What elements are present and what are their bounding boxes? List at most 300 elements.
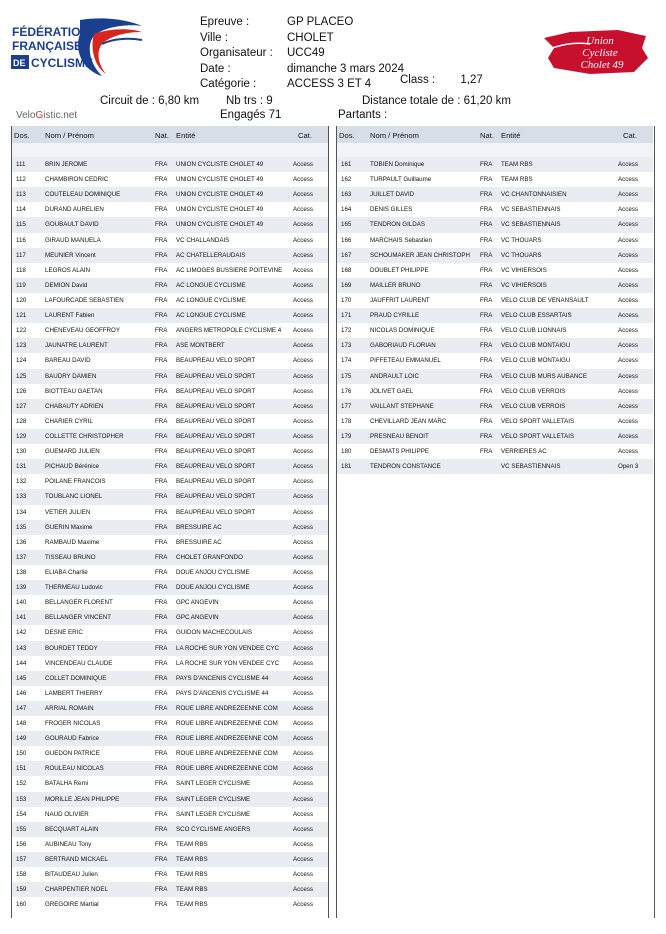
ffc-line1: FÉDÉRATION [12, 25, 90, 39]
cell-entite: SCO CYCLISME ANGERS [176, 825, 251, 833]
cell-entite: ROUE LIBRE ANDREZEENNE COM [176, 765, 278, 773]
cell-cat: Access [618, 176, 638, 184]
cell-nom: PRESNEAU BENOIT [370, 432, 429, 440]
table-row [12, 852, 328, 867]
cell-entite: AC LONGUE CYCLISME [176, 296, 246, 304]
table-row [12, 414, 328, 429]
cell-nat: FRA [480, 266, 493, 274]
cell-dos: 146 [16, 689, 27, 697]
info-ville [200, 31, 404, 47]
cell-dos: 138 [16, 568, 27, 576]
table-row [12, 580, 328, 595]
cell-nat: FRA [155, 856, 168, 864]
cell-nat: FRA [155, 508, 168, 516]
cell-entite: PAYS D'ANCENIS CYCLISME 44 [176, 674, 269, 682]
cell-entite: TEAM RBS [176, 871, 208, 879]
cell-nat: FRA [155, 251, 168, 259]
info-date [200, 62, 404, 78]
cell-nom: THERMEAU Ludovic [45, 584, 103, 592]
cell-dos: 126 [16, 387, 27, 395]
cell-nom: BIOTTEAU GAETAN [45, 387, 103, 395]
cell-entite: BEAUPREAU VELO SPORT [176, 402, 256, 410]
cell-cat: Access [293, 689, 313, 697]
cell-nat: FRA [155, 372, 168, 380]
cell-dos: 181 [341, 463, 352, 471]
cell-cat: Access [618, 191, 638, 199]
cell-nom: POILANE FRANCOIS [45, 478, 106, 486]
table-row [12, 399, 328, 414]
cell-dos: 168 [341, 266, 352, 274]
cell-nat: FRA [155, 206, 168, 214]
cell-nom: GOURAUD Fabrice [45, 735, 99, 743]
cell-entite: DOUE ANJOU CYCLISME [176, 584, 250, 592]
cell-nat: FRA [155, 463, 168, 471]
cell-cat: Access [293, 659, 313, 667]
cell-cat: Access [293, 825, 313, 833]
cell-dos: 140 [16, 599, 27, 607]
cell-entite: TEAM RBS [176, 856, 208, 864]
cell-dos: 134 [16, 508, 27, 516]
cell-dos: 167 [341, 251, 352, 259]
table-row [12, 217, 328, 232]
cell-entite: VC CHALLANDAIS [176, 236, 230, 244]
cell-cat: Access [293, 584, 313, 592]
table-row [12, 489, 328, 504]
cell-dos: 132 [16, 478, 27, 486]
cell-entite: ASE MONTBERT [176, 342, 225, 350]
info-categorie [200, 77, 404, 93]
cell-cat: Access [618, 296, 638, 304]
table-row [12, 474, 328, 489]
categorie-label: Catégorie : [200, 78, 257, 90]
cell-nom: CHAMBIRON CEDRIC [45, 176, 109, 184]
cell-nat: FRA [155, 840, 168, 848]
cell-nat: FRA [480, 176, 493, 184]
cell-dos: 112 [16, 176, 26, 184]
header-nom: Nom / Prénom [45, 131, 94, 140]
cell-nat: FRA [155, 493, 168, 501]
date-label: Date : [200, 62, 231, 75]
table-row [12, 671, 328, 686]
cell-nat: FRA [480, 448, 493, 456]
cell-cat: Access [293, 523, 313, 531]
cell-cat: Access [293, 206, 313, 214]
cell-dos: 154 [16, 810, 27, 818]
cell-nat: FRA [155, 720, 168, 728]
cell-cat: Access [293, 644, 313, 652]
cell-cat: Access [293, 161, 313, 168]
cell-nat: FRA [155, 704, 168, 712]
table-row [337, 414, 653, 429]
cell-nat: FRA [155, 221, 168, 229]
cell-dos: 151 [16, 765, 27, 773]
cell-entite: TEAM RBS [176, 840, 208, 848]
cell-nom: LAMBERT THIERRY [45, 689, 103, 697]
cell-nat: FRA [480, 357, 493, 365]
table-body-right [337, 157, 653, 474]
table-row [337, 399, 653, 414]
cell-entite: BRESSUIRE AC [176, 523, 222, 531]
cell-entite: AC LIMOGES BUSSIERE POITEVINE [176, 266, 283, 274]
cell-cat: Access [293, 750, 313, 758]
cell-cat: Access [618, 206, 638, 214]
cell-entite: GPC ANGEVIN [176, 614, 219, 622]
table-row [337, 444, 653, 459]
cell-dos: 131 [16, 463, 27, 471]
cell-nat: FRA [155, 810, 168, 818]
cell-cat: Access [293, 281, 313, 289]
cell-nat: FRA [480, 206, 493, 214]
cell-nom: MAILLER BRUNO [370, 281, 421, 289]
cell-dos: 176 [341, 387, 352, 395]
rider-table-left [12, 126, 328, 912]
cell-cat: Access [293, 508, 313, 516]
cell-cat: Access [293, 221, 313, 229]
class-info [400, 74, 483, 86]
epreuve-label: Epreuve : [200, 16, 250, 28]
cell-nat: FRA [155, 161, 168, 168]
table-row [337, 429, 653, 444]
table-row [12, 187, 328, 202]
table-row [337, 323, 653, 338]
cell-dos: 180 [341, 448, 352, 456]
cell-nat: FRA [155, 357, 168, 365]
cell-nom: MORILLE JEAN PHILIPPE [45, 795, 120, 803]
cell-entite: GUIDON MACHECOULAIS [176, 629, 252, 637]
cell-nom: JOLIVET GAEL [370, 387, 414, 395]
cell-dos: 153 [16, 795, 27, 803]
cell-nom: BELLANGER FLORENT [45, 599, 113, 607]
cell-entite: VC THOUARS [501, 236, 542, 244]
cell-nat: FRA [155, 568, 168, 576]
cell-nom: CHARIER CYRIL [45, 417, 93, 425]
cell-nom: TURPAULT Guillaume [370, 176, 432, 184]
velogistic-watermark [16, 110, 77, 121]
cell-nat: FRA [155, 538, 168, 546]
cell-dos: 117 [16, 251, 26, 259]
cell-entite: ANGERS METROPOLE CYCLISME 4 [176, 327, 282, 335]
cell-dos: 164 [341, 206, 352, 214]
cell-nom: BATALHA Remi [45, 780, 89, 788]
cell-cat: Access [293, 236, 313, 244]
cell-cat: Access [293, 478, 313, 486]
cell-entite: AC LONGUE CYCLISME [176, 281, 246, 289]
cell-nat: FRA [155, 553, 168, 561]
cell-dos: 141 [16, 614, 27, 622]
cell-nat: FRA [480, 251, 493, 259]
table-row [337, 459, 653, 474]
cell-nat: FRA [155, 871, 168, 879]
categorie-value: ACCESS 3 ET 4 [287, 78, 372, 90]
table-row [12, 263, 328, 278]
cell-cat: Access [293, 432, 313, 440]
cell-cat: Access [618, 402, 638, 410]
cell-nom: VETIER JULIEN [45, 508, 91, 516]
cell-entite: LA ROCHE SUR YON VENDEE CYC [176, 644, 280, 652]
cell-cat: Access [293, 493, 313, 501]
cell-cat: Access [293, 463, 313, 471]
table-row [12, 308, 328, 323]
cell-dos: 163 [341, 191, 352, 199]
cell-entite: VC CHANTONNAISIEN [501, 191, 567, 199]
cell-dos: 177 [341, 402, 352, 410]
cell-dos: 145 [16, 674, 27, 682]
epreuve-value: GP PLACEO [287, 16, 354, 28]
cell-nat: FRA [480, 402, 493, 410]
cell-entite: VC VIHIERSOIS [501, 281, 547, 289]
table-row [337, 248, 653, 263]
cell-entite: SAINT LEGER CYCLISME [176, 780, 251, 788]
cell-entite: VELO SPORT VALLETAIS [501, 432, 575, 440]
cell-nat: FRA [155, 659, 168, 667]
cell-dos: 162 [341, 176, 352, 184]
cell-nat: FRA [155, 342, 168, 350]
cell-entite: BEAUPREAU VELO SPORT [176, 432, 256, 440]
cell-nat: FRA [480, 342, 493, 350]
cell-dos: 149 [16, 735, 27, 743]
cell-dos: 175 [341, 372, 352, 380]
cell-cat: Access [293, 327, 313, 335]
cell-nat: FRA [155, 644, 168, 652]
cell-cat: Access [293, 704, 313, 712]
table-row [12, 323, 328, 338]
cell-dos: 159 [16, 886, 27, 894]
cell-nom: BECQUART ALAIN [45, 825, 99, 833]
cell-nom: COLLETTE CHRISTOPHER [45, 432, 124, 440]
cell-nat: FRA [480, 417, 493, 425]
cell-nom: BAUDRY DAMIEN [45, 372, 97, 380]
cell-entite: SAINT LEGER CYCLISME [176, 810, 251, 818]
nb-tours: Nb trs : 9 [226, 95, 273, 107]
cell-dos: 157 [16, 856, 27, 864]
cell-entite: ROUE LIBRE ANDREZEENNE COM [176, 750, 278, 758]
header-nom: Nom / Prénom [370, 131, 419, 140]
cell-nom: DESNE ERIC [45, 629, 83, 637]
cell-entite: VELO CLUB DE VENANSAULT [501, 296, 589, 304]
cell-cat: Access [293, 780, 313, 788]
cell-cat: Access [618, 372, 638, 380]
cell-nom: BERTRAND MICKAEL [45, 856, 108, 864]
table-row [12, 338, 328, 353]
table-row [12, 897, 328, 912]
cell-nom: RAMBAUD Maxime [45, 538, 100, 546]
cell-cat: Access [618, 312, 638, 320]
table-row [12, 565, 328, 580]
cell-nat: FRA [155, 689, 168, 697]
cell-nat: FRA [480, 191, 493, 199]
ffc-line2: FRANÇAISE [12, 39, 83, 53]
cell-entite: VELO CLUB VERROIS [501, 402, 566, 410]
cell-nom: GUEDON PATRICE [45, 750, 100, 758]
cell-nat: FRA [155, 432, 168, 440]
cell-cat: Access [293, 417, 313, 425]
cell-cat: Access [618, 417, 638, 425]
cell-entite: TEAM RBS [501, 161, 533, 168]
cell-dos: 125 [16, 372, 27, 380]
cell-cat: Access [618, 327, 638, 335]
organisateur-label: Organisateur : [200, 47, 273, 59]
table-row [337, 369, 653, 384]
header-dos: Dos. [14, 131, 30, 140]
cell-cat: Access [293, 176, 313, 184]
cell-nom: ARRIAL ROMAIN [45, 704, 94, 712]
table-row [12, 369, 328, 384]
cell-nat: FRA [155, 236, 168, 244]
ffc-de: DE [13, 58, 26, 68]
cell-nom: GUERIN Maxime [45, 523, 93, 531]
cell-nom: LAURENT Fabien [45, 312, 95, 320]
cell-nom: CHENEVEAU GEOFFROY [45, 327, 120, 335]
cell-cat: Open 3 [618, 463, 639, 471]
cell-nom: ROULEAU NICOLAS [45, 765, 104, 773]
cell-entite: VC VIHIERSOIS [501, 266, 547, 274]
cell-nat: FRA [480, 312, 493, 320]
cell-cat: Access [293, 251, 313, 259]
table-border-mid [328, 126, 329, 918]
cell-nom: BAREAU DAVID [45, 357, 91, 365]
cell-dos: 156 [16, 840, 27, 848]
cell-entite: VC SEBASTIENNAIS [501, 463, 561, 471]
table-header [12, 126, 328, 143]
cell-entite: ROUE LIBRE ANDREZEENNE COM [176, 735, 278, 743]
table-row [12, 731, 328, 746]
cell-cat: Access [618, 342, 638, 350]
header-cat: Cat. [298, 131, 312, 140]
cell-nom: AUBINEAU Tony [45, 840, 92, 848]
cell-dos: 144 [16, 659, 27, 667]
cell-cat: Access [293, 765, 313, 773]
cell-nat: FRA [155, 674, 168, 682]
cell-nom: TISSEAU BRUNO [45, 553, 96, 561]
cell-nat: FRA [155, 735, 168, 743]
cell-cat: Access [293, 568, 313, 576]
cell-cat: Access [293, 871, 313, 879]
cell-nat: FRA [155, 191, 168, 199]
cell-nat: FRA [155, 312, 168, 320]
cell-nat: FRA [155, 448, 168, 456]
cell-dos: 115 [16, 221, 26, 229]
cell-nom: TENDRON CONSTANCE [370, 463, 441, 471]
cell-nom: PRAUD CYRILLE [370, 312, 420, 320]
cell-nom: GUEMARD JULIEN [45, 448, 100, 456]
cell-entite: VELO SPORT VALLETAIS [501, 417, 575, 425]
cell-cat: Access [618, 236, 638, 244]
cell-cat: Access [618, 281, 638, 289]
ville-value: CHOLET [287, 31, 334, 44]
cell-nom: ANDRAULT LOIC [370, 372, 419, 380]
cell-dos: 178 [341, 417, 352, 425]
cell-nom: BRIN JEROME [45, 161, 88, 168]
cell-entite: UNION CYCLISTE CHOLET 49 [176, 176, 264, 184]
cell-cat: Access [618, 432, 638, 440]
uc-line1: Union [586, 35, 614, 47]
total-distance: Distance totale de : 61,20 km [362, 95, 511, 107]
cell-nom: LAFOURCADE SEBASTIEN [45, 296, 124, 304]
cell-dos: 174 [341, 357, 352, 365]
cell-entite: BRESSUIRE AC [176, 538, 222, 546]
class-label: Class : [400, 74, 436, 86]
cell-cat: Access [618, 357, 638, 365]
table-row [337, 172, 653, 187]
info-organisateur [200, 46, 404, 62]
cell-nat: FRA [480, 161, 493, 168]
cell-dos: 137 [16, 553, 27, 561]
cell-nat: FRA [155, 901, 168, 909]
circuit-length: Circuit de : 6,80 km [100, 95, 200, 107]
cell-cat: Access [618, 251, 638, 259]
cell-nom: COUTELEAU DOMINIQUE [45, 191, 121, 199]
cell-nat: FRA [155, 795, 168, 803]
cell-entite: AC LONGUE CYCLISME [176, 312, 246, 320]
table-border-right [654, 126, 655, 918]
cell-entite: BEAUPREAU VELO SPORT [176, 508, 256, 516]
event-info [200, 15, 404, 93]
header-nat: Nat. [480, 131, 494, 140]
cell-dos: 179 [341, 432, 352, 440]
cell-nat: FRA [155, 780, 168, 788]
ffc-line3: CYCLISME [31, 56, 94, 70]
cell-nom: SCHOUMAKER JEAN CHRISTOPH [370, 251, 470, 259]
cell-nom: JUILLET DAVID [370, 191, 415, 199]
cell-dos: 155 [16, 825, 27, 833]
table-row [12, 701, 328, 716]
cell-nat: FRA [480, 387, 493, 395]
cell-nom: FROGER NICOLAS [45, 720, 101, 728]
cell-nat: FRA [480, 281, 493, 289]
organisateur-value: UCC49 [287, 47, 325, 59]
cell-entite: TEAM RBS [176, 886, 208, 894]
table-row [12, 550, 328, 565]
cell-entite: VELO CLUB VERROIS [501, 387, 566, 395]
cell-nat: FRA [155, 629, 168, 637]
class-value: 1,27 [460, 74, 483, 86]
table-header [337, 126, 653, 143]
cell-dos: 160 [16, 901, 27, 909]
cell-dos: 122 [16, 327, 27, 335]
uc-line3: Cholet 49 [580, 59, 624, 71]
engages-count: Engagés 71 [220, 109, 282, 121]
table-row [337, 338, 653, 353]
table-row [12, 444, 328, 459]
table-row [12, 837, 328, 852]
cell-cat: Access [618, 448, 638, 456]
cell-nom: PICHAUD Bérénice [45, 463, 99, 471]
cell-dos: 113 [16, 191, 26, 199]
cell-nat: FRA [480, 236, 493, 244]
cell-nom: NAUD OLIVIER [45, 810, 89, 818]
uc-cholet-logo [540, 28, 650, 76]
cell-cat: Access [293, 448, 313, 456]
cell-nat: FRA [155, 523, 168, 531]
cell-cat: Access [618, 266, 638, 274]
cell-cat: Access [293, 901, 313, 909]
table-row [12, 686, 328, 701]
cell-nat: FRA [155, 417, 168, 425]
cell-cat: Access [293, 553, 313, 561]
cell-entite: VELO CLUB MONTAIGU [501, 357, 571, 365]
table-row [12, 233, 328, 248]
table-row [337, 157, 653, 172]
cell-entite: VC SEBASTIENNAIS [501, 206, 561, 214]
table-row [12, 278, 328, 293]
table-row [337, 278, 653, 293]
cell-dos: 120 [16, 296, 27, 304]
table-spacer [337, 143, 653, 157]
cell-dos: 139 [16, 584, 27, 592]
cell-entite: VC THOUARS [501, 251, 542, 259]
cell-dos: 130 [16, 448, 27, 456]
cell-nat: FRA [155, 599, 168, 607]
